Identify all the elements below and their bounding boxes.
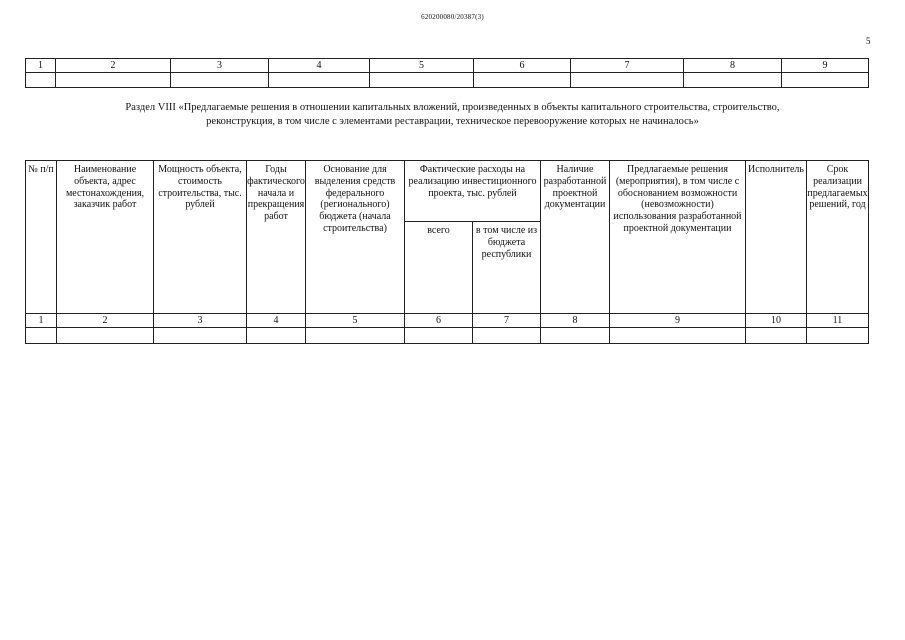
column-number: 4 — [269, 59, 370, 73]
empty-row — [26, 73, 869, 88]
header-deadline: Срок реализации предлагаемых решений, год — [807, 161, 869, 314]
column-number: 11 — [807, 314, 869, 328]
table-cell — [405, 328, 473, 344]
section-title: Раздел VIII «Предлагаемые решения в отношении капитальных вложений, произведенных в объекты капитального строительства, строительство, реконструкция, в том числе с элементами реставрации, техническое перевооружение которых не начиналось» — [125, 102, 780, 127]
page-number: 5 — [866, 36, 871, 46]
header-expenses: Фактические расходы на реализацию инвестиционного проекта, тыс. рублей — [405, 161, 541, 222]
column-number: 5 — [306, 314, 405, 328]
continuation-table — [25, 58, 869, 88]
table-cell — [269, 73, 370, 88]
table-cell — [541, 328, 610, 344]
header-docs: Наличие разработанной проектной документации — [541, 161, 610, 314]
table-cell — [807, 328, 869, 344]
header-expenses-total: всего — [405, 222, 473, 314]
column-number: 3 — [154, 314, 247, 328]
table-cell — [57, 328, 154, 344]
column-number: 9 — [782, 59, 869, 73]
table-cell — [56, 73, 171, 88]
table-cell — [684, 73, 782, 88]
table-cell — [782, 73, 869, 88]
table-cell — [746, 328, 807, 344]
column-number: 2 — [56, 59, 171, 73]
column-number: 1 — [26, 314, 57, 328]
column-number: 8 — [541, 314, 610, 328]
table-cell — [474, 73, 571, 88]
column-number: 6 — [474, 59, 571, 73]
column-number: 10 — [746, 314, 807, 328]
column-number: 1 — [26, 59, 56, 73]
decisions-table — [25, 160, 869, 344]
column-number: 3 — [171, 59, 269, 73]
header-basis: Основание для выделения средств федерального (регионального) бюджета (начала строительства) — [306, 161, 405, 314]
column-number-row — [26, 314, 869, 328]
empty-row — [26, 328, 869, 344]
column-number: 8 — [684, 59, 782, 73]
column-number: 7 — [571, 59, 684, 73]
table-cell — [571, 73, 684, 88]
header-name: Наименование объекта, адрес местонахождения, заказчик работ — [57, 161, 154, 314]
column-number: 7 — [473, 314, 541, 328]
column-number: 9 — [610, 314, 746, 328]
column-number: 4 — [247, 314, 306, 328]
header-expenses-republic: в том числе из бюджета республики — [473, 222, 541, 314]
header-executor: Исполнитель — [746, 161, 807, 314]
table-cell — [26, 328, 57, 344]
column-number: 6 — [405, 314, 473, 328]
table-cell — [610, 328, 746, 344]
header-capacity: Мощность объекта, стоимость строительства, тыс. рублей — [154, 161, 247, 314]
column-number-row — [26, 59, 869, 73]
column-number: 2 — [57, 314, 154, 328]
document-id: 620200080/20387(3) — [421, 13, 484, 21]
table-cell — [154, 328, 247, 344]
table-cell — [26, 73, 56, 88]
header-row — [26, 161, 869, 222]
table-cell — [247, 328, 306, 344]
table-cell — [306, 328, 405, 344]
column-number: 5 — [370, 59, 474, 73]
table-cell — [171, 73, 269, 88]
table-cell — [370, 73, 474, 88]
header-num: № п/п — [26, 161, 57, 314]
header-years: Годы фактического начала и прекращения работ — [247, 161, 306, 314]
table-cell — [473, 328, 541, 344]
header-decisions: Предлагаемые решения (мероприятия), в том числе с обоснованием возможности (невозможности) использования разработанной проектной документации — [610, 161, 746, 314]
